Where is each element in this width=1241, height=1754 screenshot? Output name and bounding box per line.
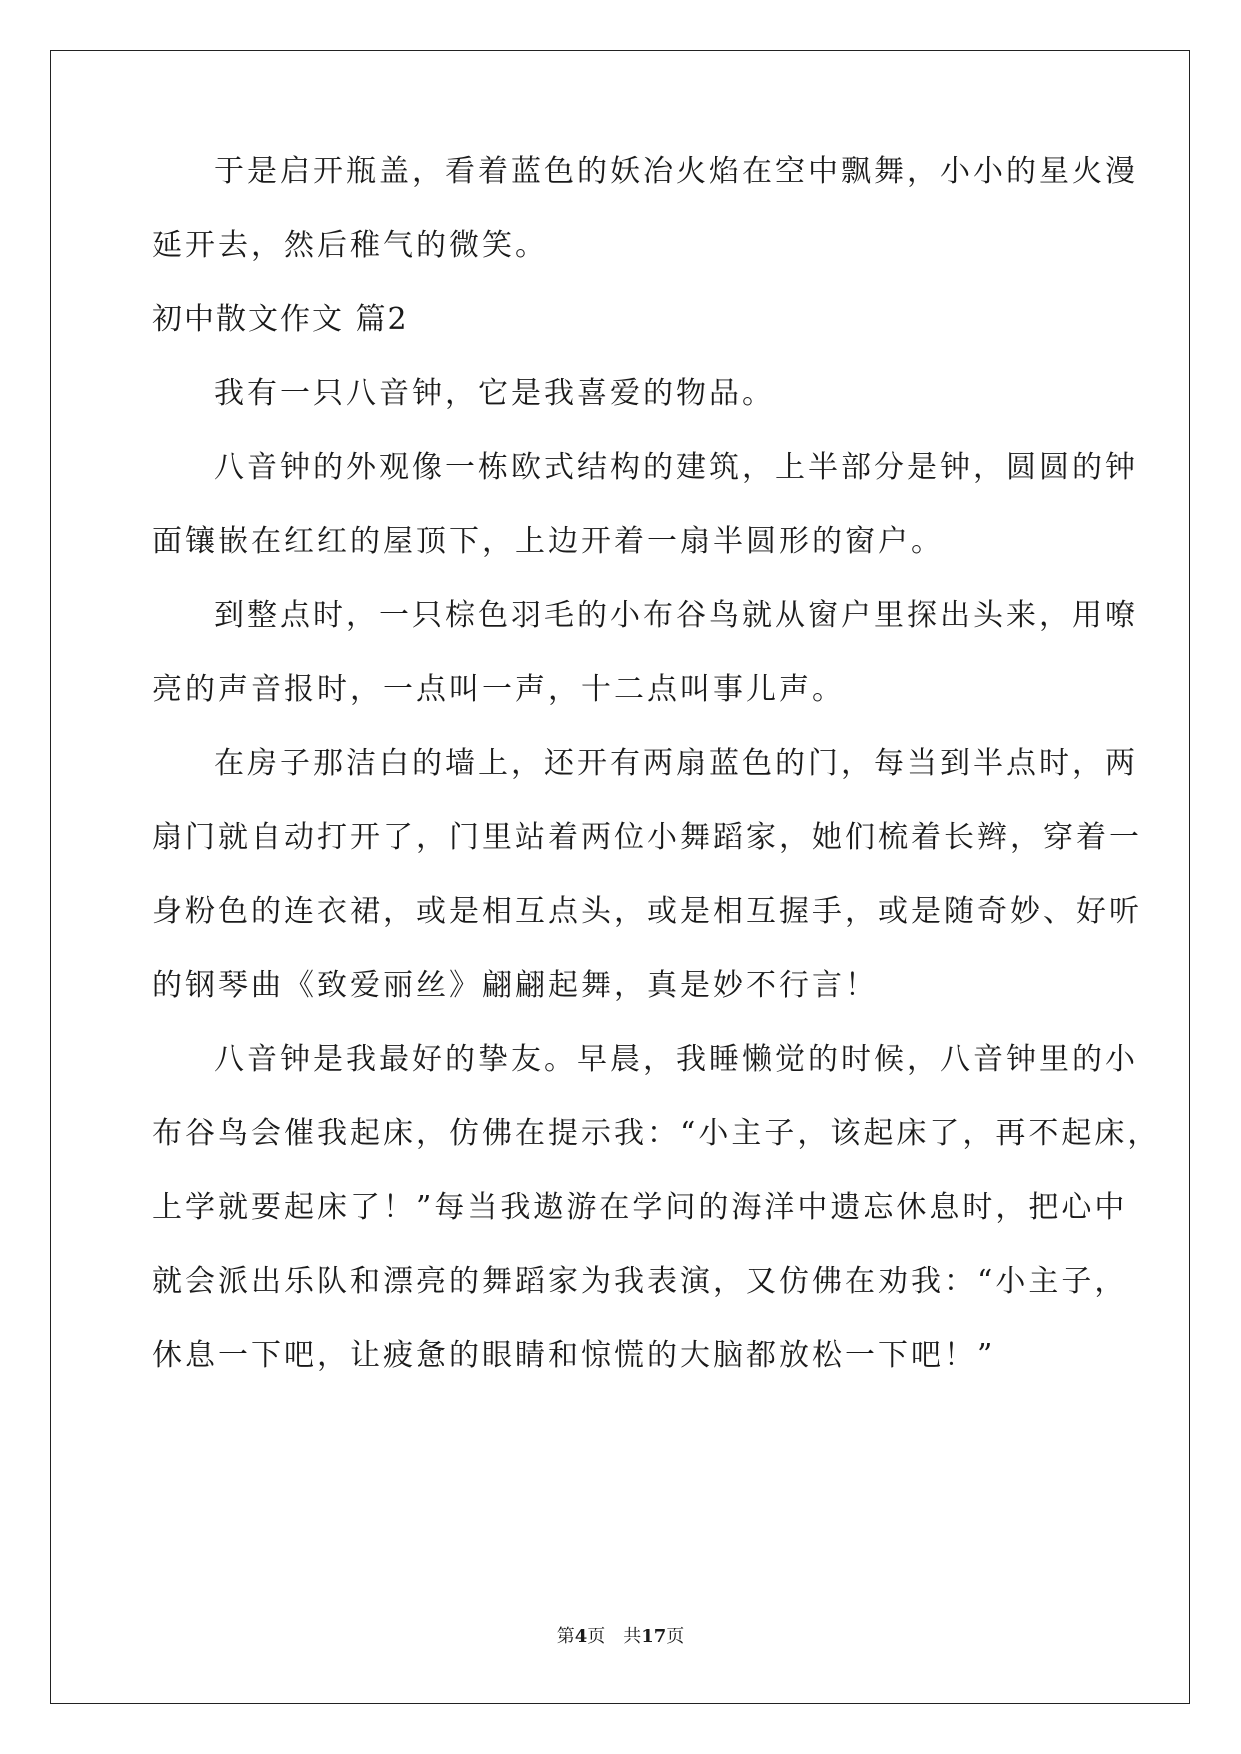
page-number: 4 [574, 1626, 588, 1647]
total-pages-suffix: 页 [666, 1626, 685, 1647]
section-heading: 初中散文作文 篇2 [152, 302, 409, 337]
page-number-prefix: 第 [556, 1626, 575, 1647]
page-footer [0, 1625, 1241, 1649]
text-line: 在房子那洁白的墙上，还开有两扇蓝色的门，每当到半点时，两 [214, 746, 1138, 781]
text-line: 八音钟是我最好的挚友。早晨，我睡懒觉的时候，八音钟里的小 [214, 1042, 1138, 1077]
text-line: 到整点时，一只棕色羽毛的小布谷鸟就从窗户里探出头来，用嘹 [214, 598, 1138, 633]
text-line: 休息一下吧，让疲惫的眼睛和惊慌的大脑都放松一下吧！” [152, 1338, 996, 1373]
total-pages-prefix: 共 [623, 1626, 642, 1647]
text-line: 上学就要起床了！”每当我遨游在学问的海洋中遗忘休息时，把心中 [152, 1190, 1128, 1225]
text-line: 身粉色的连衣裙，或是相互点头，或是相互握手，或是随奇妙、好听 [152, 894, 1142, 929]
text-line: 延开去，然后稚气的微笑。 [152, 228, 548, 263]
text-line: 布谷鸟会催我起床，仿佛在提示我：“小主子，该起床了，再不起床， [152, 1116, 1161, 1151]
page-border [50, 50, 1190, 1704]
text-line: 扇门就自动打开了，门里站着两位小舞蹈家，她们梳着长辫，穿着一 [152, 820, 1142, 855]
text-line: 的钢琴曲《致爱丽丝》翩翩起舞，真是妙不行言！ [152, 968, 878, 1003]
text-line: 八音钟的外观像一栋欧式结构的建筑，上半部分是钟，圆圆的钟 [214, 450, 1138, 485]
page-number-suffix: 页 [587, 1626, 606, 1647]
total-pages: 17 [641, 1626, 667, 1647]
text-line: 亮的声音报时，一点叫一声，十二点叫事儿声。 [152, 672, 845, 707]
text-line: 我有一只八音钟，它是我喜爱的物品。 [214, 376, 775, 411]
text-line: 面镶嵌在红红的屋顶下，上边开着一扇半圆形的窗户。 [152, 524, 944, 559]
text-line: 于是启开瓶盖，看着蓝色的妖冶火焰在空中飘舞，小小的星火漫 [214, 154, 1138, 189]
text-line: 就会派出乐队和漂亮的舞蹈家为我表演，又仿佛在劝我：“小主子， [152, 1264, 1128, 1299]
